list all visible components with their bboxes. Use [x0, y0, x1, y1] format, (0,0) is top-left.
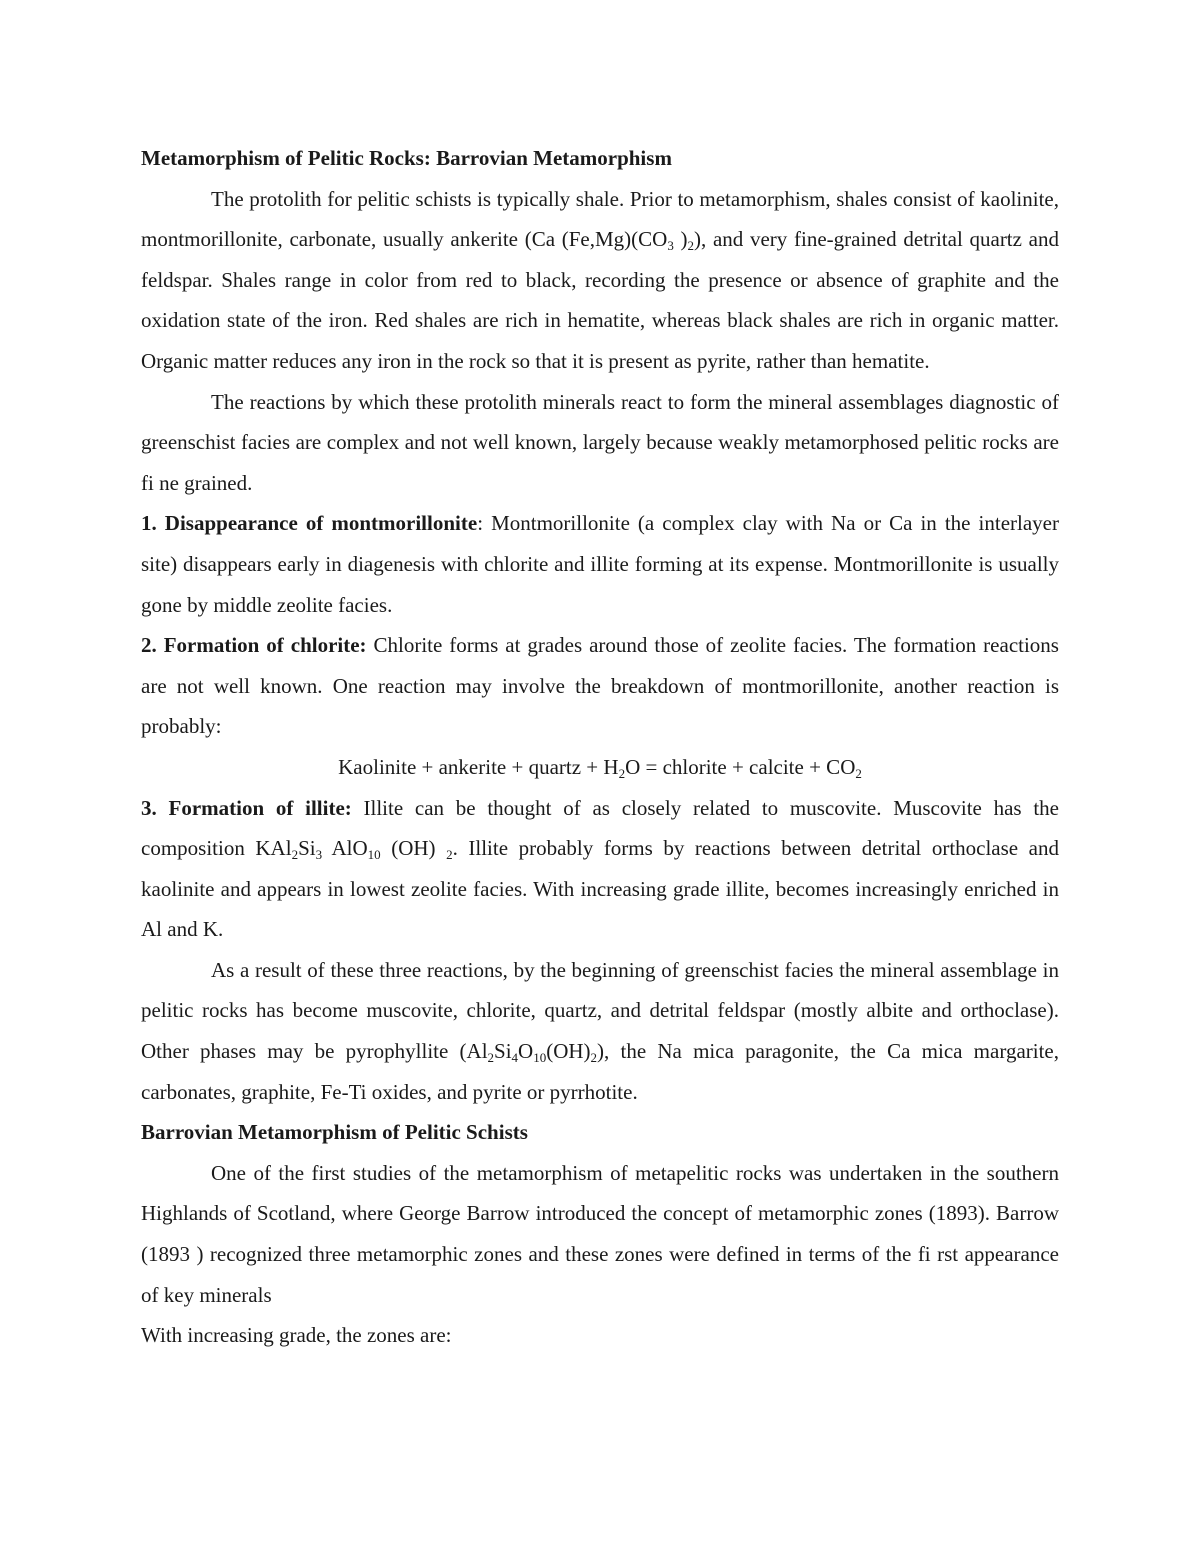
subscript: 2: [618, 765, 626, 781]
item-text: : Montmorillonite (a complex clay with Na or Ca in the interlayer site) disappears early in diagenesis with chlorite and illite forming at its expense. Montmorillonite is usually gone by middle zeolite facies.: [141, 511, 1060, 617]
document-page: [141, 138, 1059, 1356]
equation-text-a: Kaolinite + ankerite + quartz + H: [338, 754, 619, 779]
item-text-b: Si: [298, 836, 316, 861]
result-text-d: (OH): [546, 1039, 591, 1064]
item-label: 3. Formation of illite:: [141, 795, 352, 820]
subscript: 10: [533, 1050, 547, 1066]
reaction-equation: [141, 747, 1059, 788]
intro-paragraph-1: [141, 179, 1059, 382]
section-paragraph-2: With increasing grade, the zones are:: [141, 1323, 452, 1348]
intro-paragraph-2: The reactions by which these protolith minerals react to form the mineral assemblages diagnostic of greenschist facies are complex and not well known, largely because weakly metamorphosed pelitic rocks are fi ne grained.: [141, 389, 1059, 495]
item-montmorillonite: [141, 503, 1059, 625]
item-text-c: AlO: [322, 836, 368, 861]
section-paragraph-1: One of the first studies of the metamorphism of metapelitic rocks was undertaken in the southern Highlands of Scotland, where George Barrow introduced the concept of metamorphic zones (1893). Barrow (1893 ) recognized three metamorphic zones and these zones were defined in terms of the fi rst appearance of key minerals: [141, 1160, 1059, 1307]
result-text-c: O: [518, 1039, 534, 1064]
result-text-b: Si: [494, 1039, 512, 1064]
result-text-a: As a result of these three reactions, by the beginning of greenschist facies the mineral assemblage in pelitic rocks has become muscovite, chlorite, quartz, and detrital feldspar (mostly albite and orthoclase). Other phases may be pyrophyllite (Al: [141, 957, 1059, 1064]
item-text-d: (OH): [380, 836, 447, 861]
subscript: 2: [487, 1050, 495, 1066]
intro-text-a: The protolith for pelitic schists is typically shale. Prior to metamorphism, shales consist of kaolinite, montmorillonite, carbonate, usually ankerite (Ca (Fe,Mg)(CO: [141, 186, 1059, 252]
item-text-a: Illite can be thought of as closely related to muscovite. Muscovite has the composition KAl: [141, 795, 1059, 861]
subscript: 2: [855, 765, 862, 781]
equation-text-b: O = chlorite + calcite + CO: [625, 754, 856, 779]
item-label: 2. Formation of chlorite:: [141, 633, 367, 658]
item-text-e: . Illite probably forms by reactions between detrital orthoclase and kaolinite and appears in lowest zeolite facies. With increasing grade illite, becomes increasingly enriched in Al and K.: [141, 836, 1059, 942]
item-illite: [141, 788, 1059, 950]
result-text-e: ), the Na mica paragonite, the Ca mica margarite, carbonates, graphite, Fe-Ti oxides, and pyrite or pyrrhotite.: [141, 1039, 1060, 1104]
item-chlorite: [141, 625, 1059, 747]
subscript: 2: [687, 238, 695, 254]
intro-text-c: ), and very fine-grained detrital quartz and feldspar. Shales range in color from red to black, recording the presence or absence of graphite and the oxidation state of the iron. Red shales are rich in hematite, whereas black shales are rich in organic matter. Organic matter reduces any iron in the rock so that it is present as pyrite, rather than hematite.: [141, 227, 1059, 373]
subscript: 3: [315, 847, 323, 863]
subscript: 2: [291, 847, 299, 863]
page-title: Metamorphism of Pelitic Rocks: Barrovian Metamorphism: [141, 146, 672, 170]
item-text: Chlorite forms at grades around those of zeolite facies. The formation reactions are not well known. One reaction may involve the breakdown of montmorillonite, another reaction is probably:: [141, 633, 1059, 739]
intro-text-b: ): [673, 227, 688, 252]
subscript: 2: [590, 1050, 598, 1066]
subscript: 2: [446, 847, 453, 863]
item-label: 1. Disappearance of montmorillonite: [141, 511, 478, 536]
section-heading: Barrovian Metamorphism of Pelitic Schists: [141, 1120, 528, 1145]
subscript: 3: [667, 238, 674, 254]
result-paragraph: [141, 950, 1059, 1112]
subscript: 10: [367, 847, 381, 863]
subscript: 4: [511, 1050, 519, 1066]
